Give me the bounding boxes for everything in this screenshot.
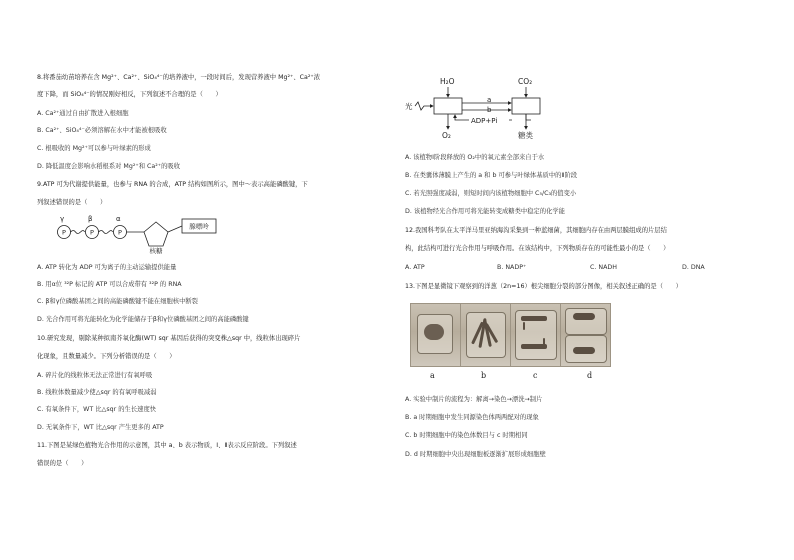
q9-stem-line1: 9.ATP 可为代谢提供能量，也参与 RNA 的合成，ATP 结构如图所示，图中～表示高能磷酸键，下 [37,181,308,188]
q8-option-d: D. 降低温度会影响水稻根系对 Mg²⁺和 Ca²⁺的吸收 [37,163,180,170]
phosphate-alpha-label: P [118,228,122,237]
phosphate-gamma-label: P [62,228,66,237]
o2-label: O₂ [442,131,451,140]
q13-option-d: D. d 时期细胞中央出现细胞板逐渐扩展形成细胞壁 [405,451,546,458]
q8-option-a: A. Ca²⁺通过自由扩散进入根细胞 [37,110,129,117]
atp-structure-diagram [52,212,252,256]
beta-label: β [88,215,93,223]
q9-stem-line2: 列叙述错误的是（ ） [37,199,107,206]
q8-option-b: B. Ca²⁺、SiO₄⁴⁻必须溶解在水中才能被根吸收 [37,127,167,134]
q10-option-a: A. 碎片化的线粒体无法正常进行有氧呼吸 [37,372,153,379]
q12-stem-line1: 12.我国科考队在太平洋马里亚纳海沟采集到一种蓝细菌，其细胞内存在由两层膜组成的片层结 [405,227,667,234]
q12-option-a: A. ATP [405,264,425,271]
light-label: 光 [405,102,413,111]
q9-option-d: D. 光合作用可将光能转化为化学能储存于β和γ位磷酸基团之间的高能磷酸键 [37,316,249,323]
q10-stem-line1: 10.研究发现，剔除某种拟南芥氧化酶(WT) sqr 基因后获得的突变株△sqr 中，线粒体出现碎片 [37,335,301,342]
high-energy-bond-2 [99,231,113,234]
q8-option-c: C. 根吸收的 Mg²⁺可以参与叶绿素的形成 [37,145,151,152]
q13-option-a: A. 实验中制片的流程为：解离→染色→漂洗→制片 [405,396,543,403]
substance-b-label: b [487,106,492,114]
micrograph-c [510,303,561,367]
q9-option-b: B. 用α位 ³²P 标记的 ATP 可以合成带有 ³²P 的 RNA [37,281,182,288]
q12-option-d: D. DNA [682,264,705,271]
q13-stem: 13.下图是显微镜下观察到的洋葱（2n=16）根尖细胞分裂的部分图像，相关叙述正确的是（ ） [405,283,682,290]
h2o-label: H₂O [440,77,455,86]
gamma-label: γ [60,215,65,223]
stage-1-box [434,98,462,114]
q9-option-c: C. β和γ位磷酸基团之间的高能磷酸键不能在细胞核中断裂 [37,298,198,305]
alpha-label: α [116,215,121,223]
q11-option-a: A. 该植物Ⅰ阶段释放的 O₂中的氧元素全部来自于水 [405,154,545,161]
q8-stem-line2: 度下降，而 SiO₄⁴⁻的情况刚好相反，下列叙述不合理的是（ ） [37,91,222,98]
q11-stem-line2: 错误的是（ ） [37,460,88,467]
photosynthesis-diagram [405,74,580,144]
micrograph-d [560,303,611,367]
q8-stem-line1: 8.将番茄幼苗培养在含 Mg²⁺、Ca²⁺、SiO₄⁴⁻的培养液中，一段时间后，发现营养液中 Mg²⁺、Ca²⁺浓 [37,74,321,81]
q11-option-b: B. 在类囊体薄膜上产生的 a 和 b 可参与叶绿体基质中的Ⅱ阶段 [405,172,578,179]
q11-stem-line1: 11.下图是某绿色植物光合作用的示意图，其中 a、b 表示物质，Ⅰ、Ⅱ表示反应阶段。下列叙述 [37,442,297,449]
co2-label: CO₂ [518,77,533,86]
micrograph-b-label: b [481,371,487,380]
q12-option-b: B. NADP⁺ [497,264,527,271]
adp-pi-label: ADP+Pi [471,117,498,125]
q10-option-b: B. 线粒体数量减少使△sqr 的有氧呼吸减弱 [37,389,157,396]
q12-option-c: C. NADH [590,264,618,271]
q10-option-c: C. 有氧条件下，WT 比△sqr 的生长速度快 [37,406,157,413]
sugar-label: 糖类 [518,131,533,140]
q10-stem-line2: 化现象，且数量减少。下列分析错误的是（ ） [37,353,176,360]
q13-option-b: B. a 时期细胞中发生同源染色体两两配对的现象 [405,414,539,421]
light-arrow [415,102,433,110]
micrograph-a-label: a [430,371,435,380]
ribose-label: 核糖 [149,247,163,255]
q13-option-c: C. b 时期细胞中的染色体数目与 c 时期相同 [405,432,528,439]
adenine-label: 腺嘌呤 [189,222,209,231]
micrograph-b [460,303,511,367]
micrograph-a [410,303,461,367]
substance-a-label: a [487,96,492,104]
stage-2-box [512,98,540,114]
micrograph-c-label: c [533,371,538,380]
high-energy-bond-1 [71,231,85,234]
q10-option-d: D. 无氧条件下，WT 比△sqr 产生更多的 ATP [37,424,164,431]
q11-option-d: D. 该植物经光合作用可将光能转变成糖类中稳定的化学能 [405,208,565,215]
ribose-pentagon [144,222,168,246]
q11-option-c: C. 若光照强度减弱，则短时间内该植物细胞中 C₅/C₃的值变小 [405,190,577,197]
micrograph-d-label: d [587,371,593,380]
phosphate-beta-label: P [90,228,94,237]
q12-stem-line2: 构，此结构可进行光合作用与呼吸作用。在该结构中，下列物质存在的可能性最小的是（ ） [405,245,670,252]
q9-option-a: A. ATP 转化为 ADP 可为离子的主动运输提供能量 [37,264,177,271]
